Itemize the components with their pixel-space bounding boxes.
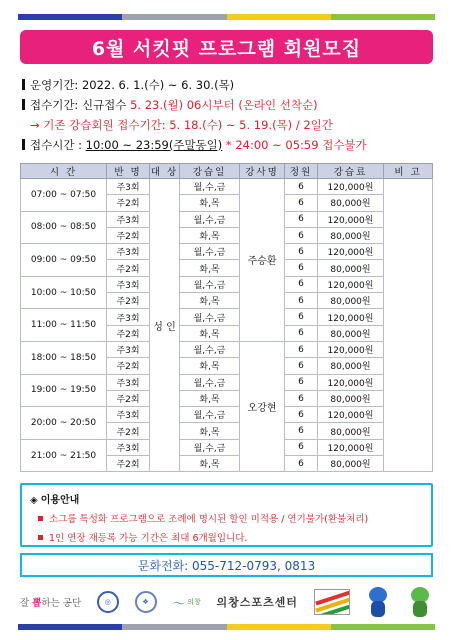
bar-segment-green bbox=[331, 624, 435, 630]
fee-cell: 120,000원 bbox=[318, 211, 384, 227]
table-row bbox=[21, 309, 433, 325]
period-label: 운영기간: bbox=[30, 78, 79, 92]
capacity-cell: 6 bbox=[285, 390, 318, 406]
fee-cell: 80,000원 bbox=[318, 456, 384, 472]
square-bullet-icon bbox=[38, 516, 43, 521]
capacity-cell: 6 bbox=[285, 358, 318, 374]
wave-icon: 〜 bbox=[172, 596, 186, 612]
reception-label: 접수기간: bbox=[30, 98, 79, 112]
time-cell: 21:00 ~ 21:50 bbox=[21, 439, 107, 472]
bar-segment-gray bbox=[122, 624, 226, 630]
capacity-cell: 6 bbox=[285, 227, 318, 243]
reception-new-date: 5. 23.(월) 06시부터 (온라인 선착순) bbox=[130, 98, 318, 112]
capacity-cell: 6 bbox=[285, 407, 318, 423]
class-cell: 주3회 bbox=[107, 407, 150, 423]
table-header-row bbox=[21, 164, 433, 179]
capacity-cell: 6 bbox=[285, 325, 318, 341]
col-header-target: 대 상 bbox=[150, 164, 180, 179]
notice-title: 이용안내 bbox=[40, 495, 80, 506]
days-cell: 월,수,금 bbox=[180, 439, 240, 455]
table-row bbox=[21, 179, 433, 195]
days-cell: 월,수,금 bbox=[180, 179, 240, 195]
diamond-icon: ◈ bbox=[30, 495, 38, 506]
time-cell: 20:00 ~ 20:50 bbox=[21, 407, 107, 440]
table-row bbox=[21, 341, 433, 357]
class-cell: 주3회 bbox=[107, 374, 150, 390]
bullet-mark bbox=[22, 79, 25, 90]
target-cell: 성 인 bbox=[150, 179, 180, 472]
capacity-cell: 6 bbox=[285, 374, 318, 390]
slogan-pre: 잘 bbox=[20, 598, 30, 609]
top-color-bar bbox=[18, 14, 435, 20]
bar-segment-blue bbox=[18, 14, 122, 20]
fee-cell: 80,000원 bbox=[318, 390, 384, 406]
reception-new-label: 신규접수 bbox=[81, 98, 127, 112]
class-cell: 주2회 bbox=[107, 358, 150, 374]
capacity-cell: 6 bbox=[285, 260, 318, 276]
schedule-table bbox=[20, 163, 433, 472]
bottom-color-bar bbox=[18, 624, 435, 630]
days-cell: 월,수,금 bbox=[180, 309, 240, 325]
time-value: 10:00 ~ 23:59(주말동일) bbox=[85, 138, 223, 152]
table-row bbox=[21, 276, 433, 292]
col-header-instructor: 강사명 bbox=[240, 164, 285, 179]
reception-existing: → 기존 강습회원 접수기간: 5. 18.(수) ~ 5. 19.(목) / 2일간 bbox=[30, 118, 333, 132]
class-cell: 주2회 bbox=[107, 423, 150, 439]
table-row bbox=[21, 374, 433, 390]
days-cell: 화,목 bbox=[180, 260, 240, 276]
fee-cell: 120,000원 bbox=[318, 309, 384, 325]
days-cell: 화,목 bbox=[180, 358, 240, 374]
footer-logos bbox=[20, 585, 433, 619]
usage-notice bbox=[20, 483, 433, 547]
days-cell: 화,목 bbox=[180, 325, 240, 341]
days-cell: 화,목 bbox=[180, 390, 240, 406]
fee-cell: 80,000원 bbox=[318, 195, 384, 211]
capacity-cell: 6 bbox=[285, 309, 318, 325]
fee-cell: 120,000원 bbox=[318, 374, 384, 390]
capacity-cell: 6 bbox=[285, 341, 318, 357]
fee-cell: 120,000원 bbox=[318, 407, 384, 423]
col-header-note: 비 고 bbox=[384, 164, 433, 179]
time-line bbox=[22, 137, 367, 153]
notice-item bbox=[30, 530, 423, 544]
col-header-fee: 강습료 bbox=[318, 164, 384, 179]
bullet-mark bbox=[22, 99, 25, 110]
capacity-cell: 6 bbox=[285, 293, 318, 309]
city-logo bbox=[172, 593, 201, 612]
days-cell: 화,목 bbox=[180, 456, 240, 472]
capacity-cell: 6 bbox=[285, 244, 318, 260]
period-line bbox=[22, 77, 234, 93]
time-cell: 09:00 ~ 09:50 bbox=[21, 244, 107, 277]
class-cell: 주2회 bbox=[107, 325, 150, 341]
days-cell: 화,목 bbox=[180, 293, 240, 309]
class-cell: 주2회 bbox=[107, 390, 150, 406]
slogan-mark: 뽑 bbox=[32, 598, 42, 609]
class-cell: 주3회 bbox=[107, 276, 150, 292]
bullet-mark bbox=[22, 139, 25, 150]
class-cell: 주2회 bbox=[107, 227, 150, 243]
notice-text: 소그룹 특성화 프로그램으로 조례에 명시된 할인 미적용 / 연기불가(환불처리) bbox=[49, 514, 369, 525]
period-value: 2022. 6. 1.(수) ~ 6. 30.(목) bbox=[81, 78, 235, 92]
capacity-cell: 6 bbox=[285, 179, 318, 195]
class-cell: 주3회 bbox=[107, 309, 150, 325]
note-cell bbox=[384, 179, 433, 472]
table-row bbox=[21, 407, 433, 423]
time-cell: 11:00 ~ 11:50 bbox=[21, 309, 107, 342]
sports-center-logo: 의창스포츠센터 bbox=[216, 596, 298, 609]
fee-cell: 120,000원 bbox=[318, 244, 384, 260]
seal-logo-icon: ◎ bbox=[97, 591, 119, 613]
mascot-blue-icon bbox=[365, 587, 391, 617]
class-cell: 주3회 bbox=[107, 341, 150, 357]
time-cell: 18:00 ~ 18:50 bbox=[21, 341, 107, 374]
time-label: 접수시간 : bbox=[30, 138, 82, 152]
capacity-cell: 6 bbox=[285, 456, 318, 472]
fee-cell: 80,000원 bbox=[318, 227, 384, 243]
mascot-green-icon bbox=[407, 587, 433, 617]
bar-segment-gray bbox=[122, 14, 226, 20]
fee-cell: 120,000원 bbox=[318, 439, 384, 455]
days-cell: 화,목 bbox=[180, 195, 240, 211]
days-cell: 월,수,금 bbox=[180, 407, 240, 423]
time-blocked: * 24:00 ~ 05:59 접수불가 bbox=[225, 138, 367, 152]
reception-line bbox=[22, 97, 318, 113]
striped-flag-icon bbox=[314, 589, 350, 615]
col-header-class: 반 명 bbox=[107, 164, 150, 179]
col-header-time: 시 간 bbox=[21, 164, 107, 179]
bar-segment-yellow bbox=[227, 14, 331, 20]
days-cell: 화,목 bbox=[180, 423, 240, 439]
emblem-logo-icon: ❖ bbox=[135, 591, 157, 613]
table-row bbox=[21, 439, 433, 455]
fee-cell: 80,000원 bbox=[318, 358, 384, 374]
time-cell: 10:00 ~ 10:50 bbox=[21, 276, 107, 309]
class-cell: 주3회 bbox=[107, 439, 150, 455]
table-row bbox=[21, 211, 433, 227]
notice-heading bbox=[30, 491, 423, 506]
capacity-cell: 6 bbox=[285, 439, 318, 455]
class-cell: 주3회 bbox=[107, 244, 150, 260]
city-logo-text: 의창 bbox=[187, 598, 201, 606]
time-cell: 08:00 ~ 08:50 bbox=[21, 211, 107, 244]
class-cell: 주3회 bbox=[107, 211, 150, 227]
class-cell: 주2회 bbox=[107, 293, 150, 309]
days-cell: 화,목 bbox=[180, 227, 240, 243]
class-cell: 주2회 bbox=[107, 456, 150, 472]
page-title: 6월 서킷핏 프로그램 회원모집 bbox=[20, 30, 433, 64]
instructor-cell: 주승환 bbox=[240, 179, 285, 342]
instructor-cell: 오강현 bbox=[240, 341, 285, 471]
fee-cell: 80,000원 bbox=[318, 260, 384, 276]
fee-cell: 120,000원 bbox=[318, 179, 384, 195]
days-cell: 월,수,금 bbox=[180, 374, 240, 390]
time-cell: 19:00 ~ 19:50 bbox=[21, 374, 107, 407]
notice-text: 1인 연장 재등록 가능 기간은 최대 6개월입니다. bbox=[49, 533, 248, 544]
fee-cell: 120,000원 bbox=[318, 276, 384, 292]
class-cell: 주3회 bbox=[107, 179, 150, 195]
time-cell: 07:00 ~ 07:50 bbox=[21, 179, 107, 212]
phone-contact: 문화전화: 055-712-0793, 0813 bbox=[20, 553, 433, 577]
slogan-text bbox=[20, 595, 81, 609]
capacity-cell: 6 bbox=[285, 423, 318, 439]
bar-segment-yellow bbox=[227, 624, 331, 630]
fee-cell: 80,000원 bbox=[318, 423, 384, 439]
class-cell: 주2회 bbox=[107, 195, 150, 211]
bar-segment-blue bbox=[18, 624, 122, 630]
fee-cell: 80,000원 bbox=[318, 325, 384, 341]
fee-cell: 120,000원 bbox=[318, 341, 384, 357]
capacity-cell: 6 bbox=[285, 195, 318, 211]
class-cell: 주2회 bbox=[107, 260, 150, 276]
days-cell: 월,수,금 bbox=[180, 276, 240, 292]
slogan-post: 하는 공단 bbox=[41, 598, 82, 609]
capacity-cell: 6 bbox=[285, 276, 318, 292]
days-cell: 월,수,금 bbox=[180, 341, 240, 357]
col-header-capacity: 정원 bbox=[285, 164, 318, 179]
table-row bbox=[21, 244, 433, 260]
days-cell: 월,수,금 bbox=[180, 211, 240, 227]
capacity-cell: 6 bbox=[285, 211, 318, 227]
square-bullet-icon bbox=[38, 535, 43, 540]
col-header-days: 강습일 bbox=[180, 164, 240, 179]
fee-cell: 80,000원 bbox=[318, 293, 384, 309]
days-cell: 월,수,금 bbox=[180, 244, 240, 260]
bar-segment-green bbox=[331, 14, 435, 20]
notice-item bbox=[30, 511, 423, 525]
